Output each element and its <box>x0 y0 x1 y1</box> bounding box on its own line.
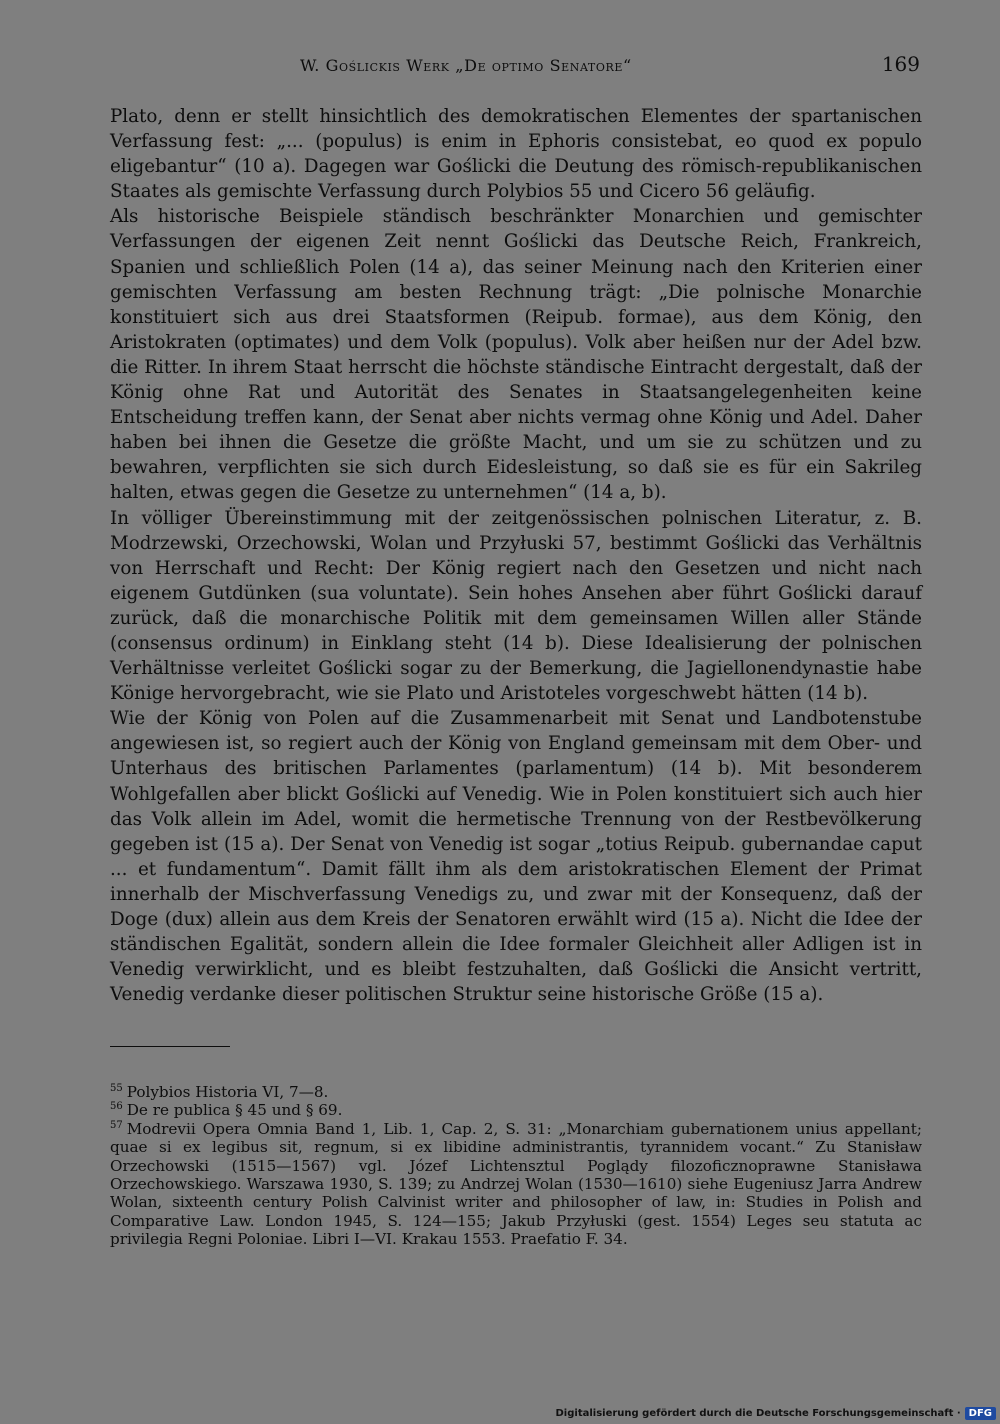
page-number: 169 <box>881 52 920 76</box>
paragraph: Als historische Beispiele ständisch beschränkter Monarchien und gemischter Verfassungen der eigenen Zeit nennt Goślicki das Deutsche Reich, Frankreich, Spanien und schließlich Polen (14 a), das seiner Meinung nach den Kriterien einer gemischten Verfassung am besten Rechnung trägt: „Die polnische Monarchie konstituiert sich aus drei Staatsformen (Reipub. formae), aus dem König, den Aristokraten (optimates) und dem Volk (populus). Volk aber heißen nur der Adel bzw. die Ritter. In ihrem Staat herrscht die höchste ständische Eintracht dergestalt, daß der König ohne Rat und Autorität des Senates in Staatsangelegenheiten keine Entscheidung treffen kann, der Senat aber nichts vermag ohne König und Adel. Daher haben bei ihnen die Gesetze die größte Macht, und um sie zu schützen und zu bewahren, verpflichten sie sich durch Eidesleistung, so daß sie es für ein Sakrileg halten, etwas gegen die Gesetze zu unternehmen“ (14 a, b). <box>110 206 922 504</box>
page-header <box>300 52 920 82</box>
footnote <box>110 1101 922 1119</box>
footnote-text: Polybios Historia VI, 7—8. <box>126 1083 329 1101</box>
footnote-divider <box>110 1046 230 1047</box>
footnote-text: De re publica § 45 und § 69. <box>126 1101 343 1120</box>
credit-text: Digitalisierung gefördert durch die Deutsche Forschungsgemeinschaft · <box>555 1407 961 1419</box>
main-text <box>110 104 922 1007</box>
footnote-number: 56 <box>110 1101 123 1113</box>
dfg-logo-icon: DFG <box>965 1407 996 1420</box>
footnote-number: 55 <box>110 1082 123 1094</box>
running-head: W. Goślickis Werk „De optimo Senatore“ <box>300 56 632 75</box>
footnotes <box>110 1083 922 1249</box>
footnote-text: Modrevii Opera Omnia Band 1, Lib. 1, Cap. 2, S. 31: „Monarchiam gubernationem unius appellant; quae si ex legibus sit, regnum, si ex libidine administrantis, tyrannidem vocant.“ Zu Stanisław Orzechowski (1515—1567) vgl. Józef Lichtensztul Poglądy filozoficznoprawne Stanisława Orzechowskiego. Warszawa 1930, S. 139; zu Andrzej Wolan (1530—1610) siehe Eugeniusz Jarra Andrew Wolan, sixteenth century Polish Calvinist writer and philosopher of law, in: Studies in Polish and Comparative Law. London 1945, S. 124—155; Jakub Przyłuski (gest. 1554) Leges seu statuta ac privilegia Regni Poloniae. Libri I—VI. Krakau 1553. Praefatio F. 34. <box>110 1119 922 1249</box>
footnote <box>110 1083 922 1101</box>
paragraph: Wie der König von Polen auf die Zusammenarbeit mit Senat und Landbotenstube angewiesen ist, so regiert auch der König von England gemeinsam mit dem Ober- und Unterhaus des britischen Parlamentes (parlamentum) (14 b). Mit besonderem Wohlgefallen aber blickt Goślicki auf Venedig. Wie in Polen konstituiert sich auch hier das Volk allein im Adel, womit die hermetische Trennung von der Restbevölkerung gegeben ist (15 a). Der Senat von Venedig ist sogar „totius Reipub. gubernandae caput ... et fundamentum“. Damit fällt ihm als dem aristokratischen Element der Primat innerhalb der Mischverfassung Venedigs zu, und zwar mit der Konsequenz, daß der Doge (dux) allein aus dem Kreis der Senatoren erwählt wird (15 a). Nicht die Idee der ständischen Egalität, sondern allein die Idee formaler Gleichheit aller Adligen ist in Venedig verwirklicht, und es bleibt festzuhalten, daß Goślicki die Ansicht vertritt, Venedig verdanke dieser politischen Struktur seine historische Größe (15 a). <box>110 708 922 1006</box>
footnote <box>110 1120 922 1249</box>
digitization-credit <box>0 1404 996 1422</box>
paragraph: In völliger Übereinstimmung mit der zeitgenössischen polnischen Literatur, z. B. Modrzewski, Orzechowski, Wolan und Przyłuski 57, bestimmt Goślicki das Verhältnis von Herrschaft und Recht: Der König regiert nach den Gesetzen und nicht nach eigenem Gutdünken (sua voluntate). Sein hohes Ansehen aber führt Goślicki darauf zurück, daß die monarchische Politik mit dem gemeinsamen Willen aller Stände (consensus ordinum) in Einklang steht (14 b). Diese Idealisierung der polnischen Verhältnisse verleitet Goślicki sogar zu der Bemerkung, die Jagiellonendynastie habe Könige hervorgebracht, wie sie Plato und Aristoteles vorgeschwebt hätten (14 b). <box>110 507 922 705</box>
footnote-number: 57 <box>110 1119 123 1131</box>
paragraph: Plato, denn er stellt hinsichtlich des demokratischen Elementes der spartanischen Verfassung fest: „... (populus) is enim in Ephoris consistebat, eo quod ex populo eligebantur“ (10 a). Dagegen war Goślicki die Deutung des römisch-republikanischen Staates als gemischte Verfassung durch Polybios 55 und Cicero 56 geläufig. <box>110 106 922 203</box>
